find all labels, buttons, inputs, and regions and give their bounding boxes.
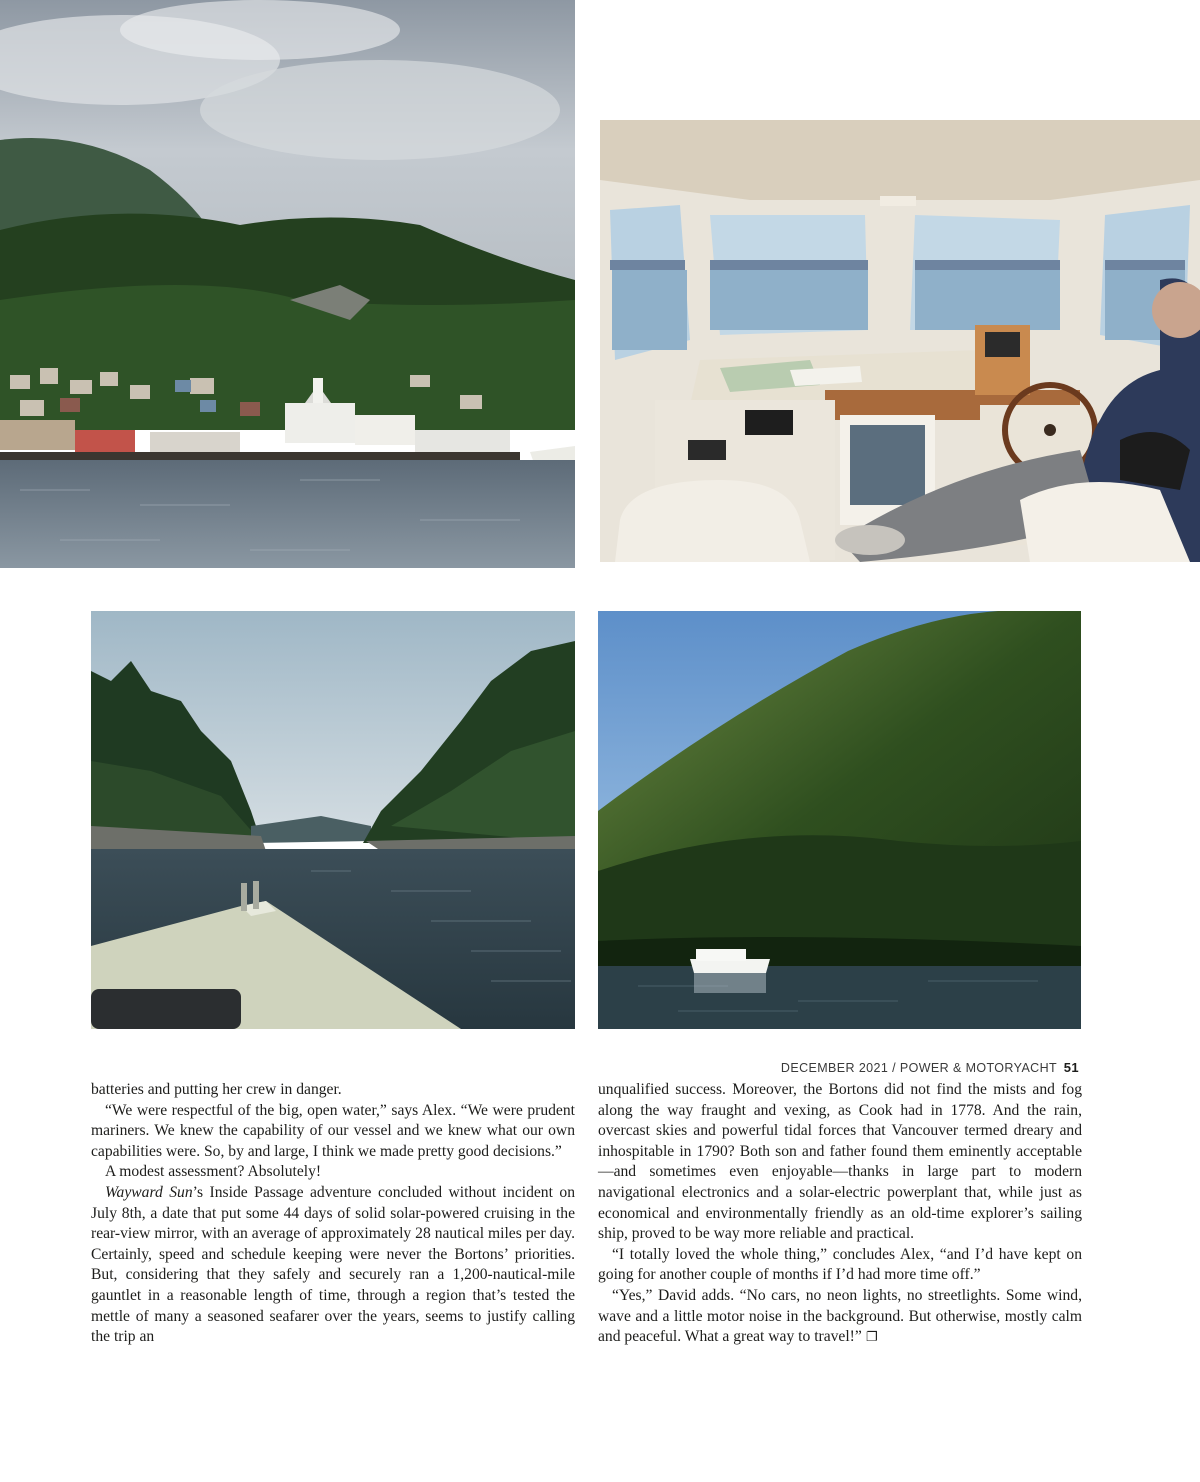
town-waterfront-photo bbox=[0, 0, 575, 568]
article-paragraph: “I totally loved the whole thing,” concludes Alex, “and I’d have kept on going for another couple of months if I’d had more time off.” bbox=[598, 1245, 1082, 1284]
boat-below-mountain-illustration bbox=[598, 611, 1081, 1029]
town-waterfront-illustration bbox=[0, 0, 575, 568]
article-paragraph: batteries and putting her crew in danger. bbox=[91, 1081, 342, 1098]
article-paragraph: unqualified success. Moreover, the Bortons did not find the mists and fog along the way fraught and vexing, as Cook had in 1778. And the rain, overcast skies and powerful tidal forces that Vancouver termed dreary and inhospitable in 1790? Both son and father found them eminently acceptable—and sometimes even enjoyable—thanks in large part to modern navigational electronics and a solar-electric powerplant that, while just as economical and environmentally friendly as an old-time explorer’s sailing ship, proved to be way more reliable and practical. bbox=[598, 1081, 1082, 1243]
end-mark-icon: ❐ bbox=[865, 1330, 878, 1346]
issue-date: DECEMBER 2021 bbox=[780, 1061, 889, 1075]
article-paragraph: A modest assessment? Absolutely! bbox=[105, 1163, 322, 1181]
article-paragraph: “We were respectful of the big, open water,” says Alex. “We were prudent mariners. We knew the capability of our vessel and we knew what our own capabilities were. So, by and large, I think we made pretty good decisions.” bbox=[91, 1101, 575, 1160]
boat-name: Wayward Sun bbox=[105, 1183, 193, 1201]
pilothouse-interior-photo bbox=[600, 120, 1200, 562]
article-paragraph: Wayward Sun’s Inside Passage adventure concluded without incident on July 8th, a date that put some 44 days of solid solar-powered cruising in the rear-view mirror, with an average of approximately 28 nautical miles per day. Certainly, speed and schedule keeping were never the Bortons’ priorities. But, considering that they safely and securely ran a 1,200-nautical-mile gauntlet in a reasonable length of time, through a region that’s tested the mettle of many a seasoned seafarer over the years, seems to justify calling the trip an bbox=[91, 1183, 575, 1346]
page-folio bbox=[781, 1060, 1079, 1075]
boat-below-mountain-photo bbox=[598, 611, 1081, 1029]
article-column-right bbox=[598, 1080, 1082, 1349]
folio-separator: / bbox=[892, 1061, 896, 1075]
narrow-channel-illustration bbox=[91, 611, 575, 1029]
magazine-name: POWER & MOTORYACHT bbox=[899, 1061, 1057, 1075]
narrow-channel-photo bbox=[91, 611, 575, 1029]
page-number: 51 bbox=[1063, 1060, 1079, 1075]
article-paragraph: “Yes,” David adds. “No cars, no neon lights, no streetlights. Some wind, wave and a little motor noise in the background. But otherwise, mostly calm and peaceful. What a great way to travel!” ❐ bbox=[598, 1286, 1082, 1346]
pilothouse-illustration bbox=[600, 120, 1200, 562]
article-column-left bbox=[91, 1080, 575, 1348]
